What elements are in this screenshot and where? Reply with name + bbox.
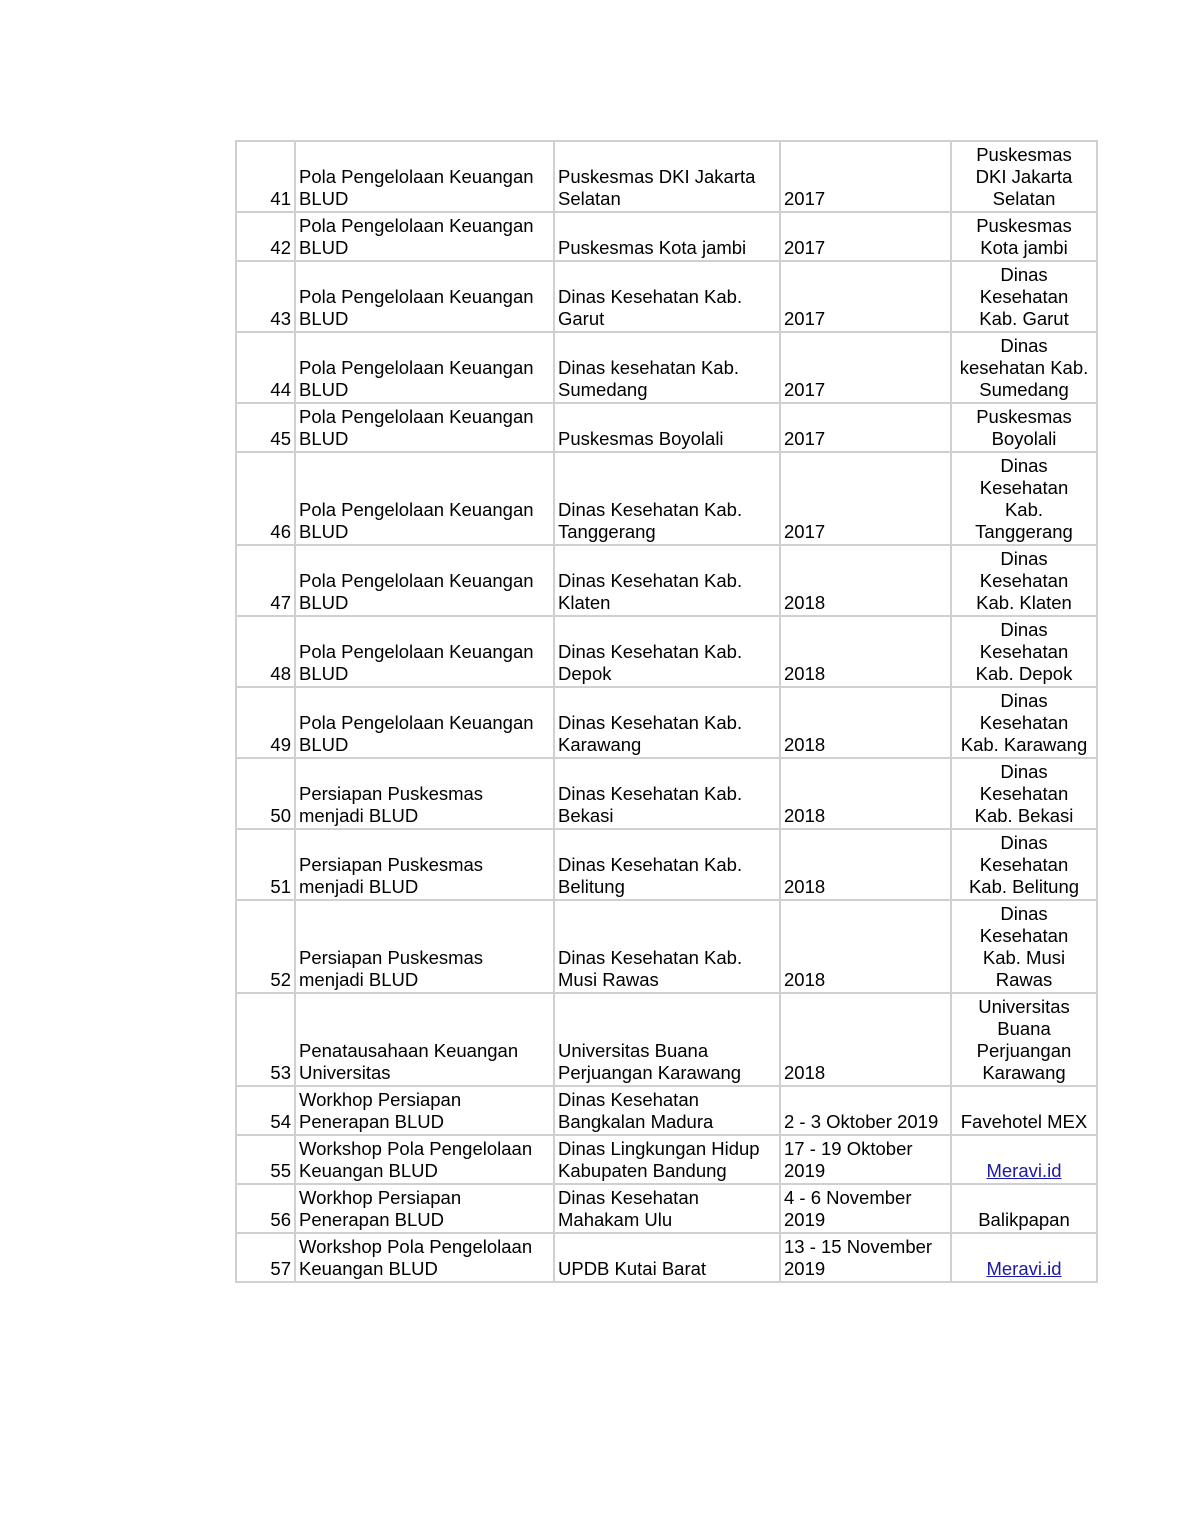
row-number: 43 [236, 261, 295, 332]
client-name: Dinas kesehatan Kab. Sumedang [554, 332, 780, 403]
training-venue: Dinas Kesehatan Kab. Klaten [951, 545, 1097, 616]
training-table [235, 140, 1098, 1283]
training-venue: Universitas Buana Perjuangan Karawang [951, 993, 1097, 1086]
training-venue: Dinas Kesehatan Kab. Musi Rawas [951, 900, 1097, 993]
training-date: 2017 [780, 403, 951, 452]
client-name: Dinas Kesehatan Kab. Tanggerang [554, 452, 780, 545]
table-row [236, 616, 1097, 687]
training-topic: Persiapan Puskesmas menjadi BLUD [295, 900, 554, 993]
training-topic: Persiapan Puskesmas menjadi BLUD [295, 758, 554, 829]
client-name: UPDB Kutai Barat [554, 1233, 780, 1282]
training-topic: Workshop Pola Pengelolaan Keuangan BLUD [295, 1233, 554, 1282]
table-row [236, 758, 1097, 829]
training-topic: Pola Pengelolaan Keuangan BLUD [295, 141, 554, 212]
training-topic: Penatausahaan Keuangan Universitas [295, 993, 554, 1086]
client-name: Puskesmas Kota jambi [554, 212, 780, 261]
training-date: 2018 [780, 687, 951, 758]
table-row [236, 687, 1097, 758]
row-number: 54 [236, 1086, 295, 1135]
training-topic: Pola Pengelolaan Keuangan BLUD [295, 616, 554, 687]
client-name: Dinas Kesehatan Bangkalan Madura [554, 1086, 780, 1135]
table-row [236, 1086, 1097, 1135]
table-row [236, 1233, 1097, 1282]
client-name: Dinas Lingkungan Hidup Kabupaten Bandung [554, 1135, 780, 1184]
row-number: 42 [236, 212, 295, 261]
row-number: 47 [236, 545, 295, 616]
client-name: Puskesmas DKI Jakarta Selatan [554, 141, 780, 212]
row-number: 48 [236, 616, 295, 687]
client-name: Puskesmas Boyolali [554, 403, 780, 452]
table-row [236, 212, 1097, 261]
training-venue: Puskesmas Kota jambi [951, 212, 1097, 261]
training-venue: Balikpapan [951, 1184, 1097, 1233]
training-topic: Workhop Persiapan Penerapan BLUD [295, 1184, 554, 1233]
training-date: 2018 [780, 900, 951, 993]
training-date: 17 - 19 Oktober 2019 [780, 1135, 951, 1184]
training-venue: Puskesmas Boyolali [951, 403, 1097, 452]
training-topic: Pola Pengelolaan Keuangan BLUD [295, 261, 554, 332]
table-row [236, 332, 1097, 403]
training-topic: Workshop Pola Pengelolaan Keuangan BLUD [295, 1135, 554, 1184]
row-number: 56 [236, 1184, 295, 1233]
row-number: 45 [236, 403, 295, 452]
table-row [236, 993, 1097, 1086]
table-row [236, 261, 1097, 332]
training-topic: Pola Pengelolaan Keuangan BLUD [295, 403, 554, 452]
training-topic: Pola Pengelolaan Keuangan BLUD [295, 212, 554, 261]
table-row [236, 829, 1097, 900]
row-number: 49 [236, 687, 295, 758]
row-number: 41 [236, 141, 295, 212]
training-venue: Dinas Kesehatan Kab. Depok [951, 616, 1097, 687]
training-topic: Pola Pengelolaan Keuangan BLUD [295, 332, 554, 403]
table-row [236, 141, 1097, 212]
training-date: 2017 [780, 212, 951, 261]
table-row [236, 545, 1097, 616]
training-date: 2 - 3 Oktober 2019 [780, 1086, 951, 1135]
training-venue: Favehotel MEX [951, 1086, 1097, 1135]
row-number: 53 [236, 993, 295, 1086]
client-name: Dinas Kesehatan Kab. Depok [554, 616, 780, 687]
training-venue: Dinas Kesehatan Kab. Bekasi [951, 758, 1097, 829]
table-row [236, 403, 1097, 452]
training-venue [951, 1233, 1097, 1282]
table-body [236, 141, 1097, 1282]
training-venue: Dinas Kesehatan Kab. Karawang [951, 687, 1097, 758]
table-row [236, 900, 1097, 993]
table-row [236, 1135, 1097, 1184]
client-name: Dinas Kesehatan Mahakam Ulu [554, 1184, 780, 1233]
row-number: 51 [236, 829, 295, 900]
client-name: Universitas Buana Perjuangan Karawang [554, 993, 780, 1086]
row-number: 46 [236, 452, 295, 545]
training-venue [951, 1135, 1097, 1184]
training-date: 2018 [780, 758, 951, 829]
training-date: 13 - 15 November 2019 [780, 1233, 951, 1282]
training-topic: Workhop Persiapan Penerapan BLUD [295, 1086, 554, 1135]
training-date: 2017 [780, 332, 951, 403]
row-number: 55 [236, 1135, 295, 1184]
training-date: 2017 [780, 452, 951, 545]
training-venue: Puskesmas DKI Jakarta Selatan [951, 141, 1097, 212]
venue-link[interactable]: Meravi.id [986, 1258, 1062, 1279]
table-row [236, 1184, 1097, 1233]
training-venue: Dinas Kesehatan Kab. Garut [951, 261, 1097, 332]
row-number: 50 [236, 758, 295, 829]
training-date: 2018 [780, 616, 951, 687]
training-topic: Persiapan Puskesmas menjadi BLUD [295, 829, 554, 900]
training-topic: Pola Pengelolaan Keuangan BLUD [295, 687, 554, 758]
training-date: 2018 [780, 993, 951, 1086]
client-name: Dinas Kesehatan Kab. Bekasi [554, 758, 780, 829]
client-name: Dinas Kesehatan Kab. Belitung [554, 829, 780, 900]
client-name: Dinas Kesehatan Kab. Musi Rawas [554, 900, 780, 993]
table-row [236, 452, 1097, 545]
training-date: 2018 [780, 545, 951, 616]
training-date: 2017 [780, 141, 951, 212]
client-name: Dinas Kesehatan Kab. Garut [554, 261, 780, 332]
row-number: 57 [236, 1233, 295, 1282]
training-date: 2018 [780, 829, 951, 900]
training-venue: Dinas kesehatan Kab. Sumedang [951, 332, 1097, 403]
client-name: Dinas Kesehatan Kab. Klaten [554, 545, 780, 616]
row-number: 52 [236, 900, 295, 993]
training-venue: Dinas Kesehatan Kab. Tanggerang [951, 452, 1097, 545]
row-number: 44 [236, 332, 295, 403]
venue-link[interactable]: Meravi.id [986, 1160, 1062, 1181]
training-topic: Pola Pengelolaan Keuangan BLUD [295, 545, 554, 616]
training-topic: Pola Pengelolaan Keuangan BLUD [295, 452, 554, 545]
client-name: Dinas Kesehatan Kab. Karawang [554, 687, 780, 758]
training-date: 4 - 6 November 2019 [780, 1184, 951, 1233]
training-venue: Dinas Kesehatan Kab. Belitung [951, 829, 1097, 900]
training-date: 2017 [780, 261, 951, 332]
